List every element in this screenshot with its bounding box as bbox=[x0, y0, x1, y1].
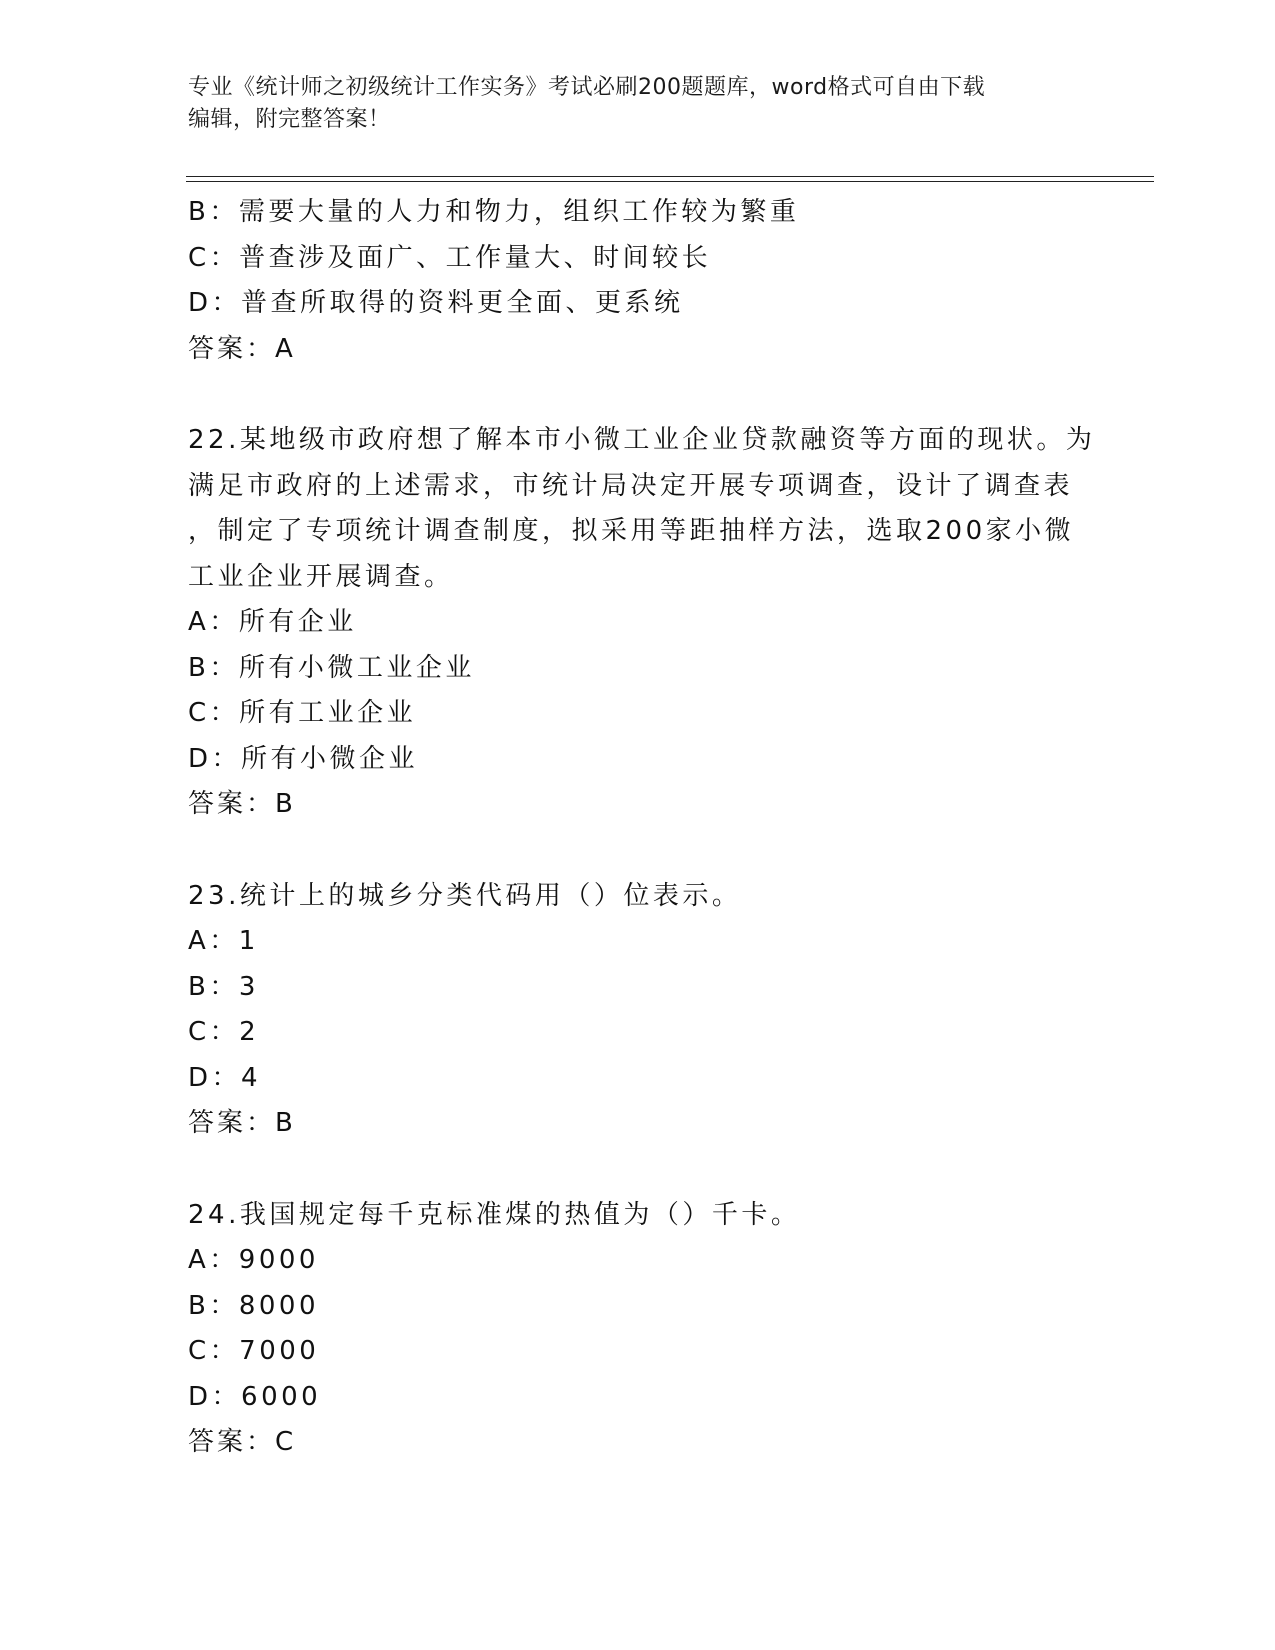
answer: 答案：B bbox=[188, 789, 296, 819]
question-21 bbox=[188, 190, 1088, 372]
option-b: B：需要大量的人力和物力，组织工作较为繁重 bbox=[188, 197, 800, 227]
question-spacer bbox=[188, 828, 1088, 874]
option-d: D：6000 bbox=[188, 1381, 322, 1412]
document-header bbox=[188, 72, 1068, 136]
question-stem-line: 满足市政府的上述需求，市统计局决定开展专项调查，设计了调查表 bbox=[188, 470, 1074, 501]
question-stem: 24.我国规定每千克标准煤的热值为（）千卡。 bbox=[188, 1199, 801, 1230]
question-spacer bbox=[188, 1147, 1088, 1193]
option-b: B：3 bbox=[188, 971, 259, 1002]
question-23 bbox=[188, 874, 1088, 1147]
option-d: D：普查所取得的资料更全面、更系统 bbox=[188, 288, 684, 318]
question-24 bbox=[188, 1193, 1088, 1466]
answer: 答案：C bbox=[188, 1427, 297, 1457]
header-title-line-1: 专业《统计师之初级统计工作实务》考试必刷200题题库，word格式可自由下载 bbox=[188, 75, 986, 100]
answer: 答案：A bbox=[188, 333, 296, 364]
option-a: A：所有企业 bbox=[188, 607, 357, 637]
option-a: A：9000 bbox=[188, 1245, 319, 1275]
header-title-line-2: 编辑，附完整答案！ bbox=[188, 107, 391, 132]
option-b: B：所有小微工业企业 bbox=[188, 652, 475, 683]
option-c: C：所有工业企业 bbox=[188, 698, 417, 728]
header-divider-top bbox=[186, 176, 1154, 177]
option-c: C：2 bbox=[188, 1017, 260, 1047]
option-c: C：7000 bbox=[188, 1336, 320, 1366]
option-a: A：1 bbox=[188, 926, 259, 956]
option-b: B：8000 bbox=[188, 1290, 320, 1321]
option-c: C：普查涉及面广、工作量大、时间较长 bbox=[188, 242, 712, 273]
header-divider-bottom bbox=[186, 181, 1154, 182]
question-stem: 23.统计上的城乡分类代码用（）位表示。 bbox=[188, 880, 742, 911]
question-stem-line: ，制定了专项统计调查制度，拟采用等距抽样方法，选取200家小微 bbox=[188, 516, 1075, 546]
question-list bbox=[188, 190, 1096, 1466]
question-spacer bbox=[188, 372, 1088, 418]
question-stem-line: 工业企业开展调查。 bbox=[188, 561, 454, 592]
option-d: D：4 bbox=[188, 1062, 262, 1093]
option-d: D：所有小微企业 bbox=[188, 743, 419, 774]
question-stem-line: 22.某地级市政府想了解本市小微工业企业贷款融资等方面的现状。为 bbox=[188, 425, 1096, 455]
question-22 bbox=[188, 418, 1096, 828]
answer: 答案：B bbox=[188, 1108, 296, 1138]
